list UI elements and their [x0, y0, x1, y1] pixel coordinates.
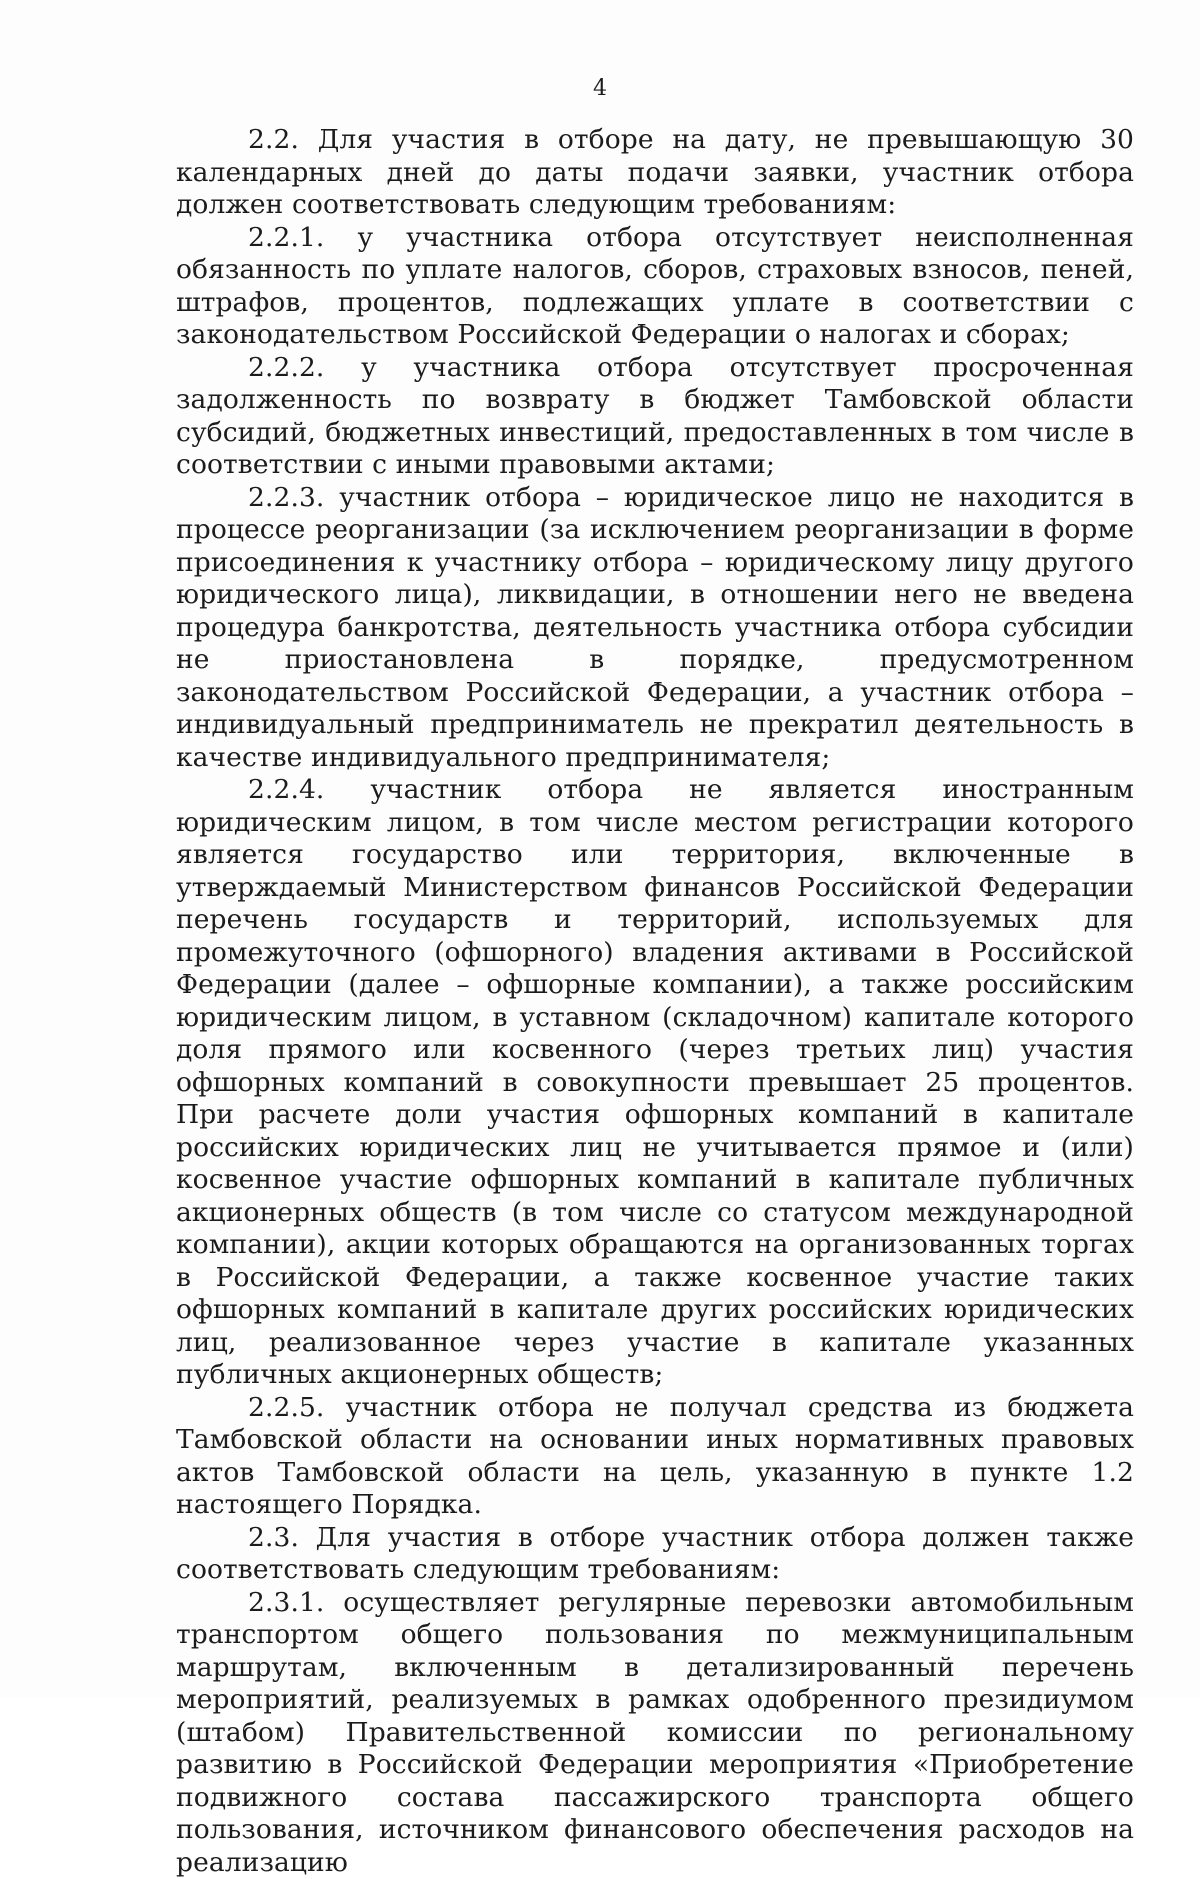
paragraph-2-2: 2.2. Для участия в отборе на дату, не превышающую 30 календарных дней до даты подачи заявки, участник отбора должен соответствовать следующим требованиям:: [176, 124, 1134, 222]
paragraph-2-2-5: 2.2.5. участник отбора не получал средства из бюджета Тамбовской области на основании иных нормативных правовых актов Тамбовской области на цель, указанную в пункте 1.2 настоящего Порядка.: [176, 1392, 1134, 1522]
paragraph-2-3: 2.3. Для участия в отборе участник отбора должен также соответствовать следующим требованиям:: [176, 1522, 1134, 1587]
paragraph-2-2-2: 2.2.2. у участника отбора отсутствует просроченная задолженность по возврату в бюджет Тамбовской области субсидий, бюджетных инвестиций, предоставленных в том числе в соответствии с иными правовыми актами;: [176, 352, 1134, 482]
document-body: [176, 124, 1134, 1879]
paragraph-2-2-1: 2.2.1. у участника отбора отсутствует неисполненная обязанность по уплате налогов, сборов, страховых взносов, пеней, штрафов, процентов, подлежащих уплате в соответствии с законодательством Российской Федерации о налогах и сборах;: [176, 222, 1134, 352]
page-number: 4: [0, 74, 1200, 104]
paragraph-2-2-3: 2.2.3. участник отбора – юридическое лицо не находится в процессе реорганизации (за исключением реорганизации в форме присоединения к участнику отбора – юридическому лицу другого юридического лица), ликвидации, в отношении него не введена процедура банкротства, деятельность участника отбора субсидии не приостановлена в порядке, предусмотренном законодательством Российской Федерации, а участник отбора – индивидуальный предприниматель не прекратил деятельность в качестве индивидуального предпринимателя;: [176, 482, 1134, 775]
paragraph-2-3-1: 2.3.1. осуществляет регулярные перевозки автомобильным транспортом общего пользования по межмуниципальным маршрутам, включенным в детализированный перечень мероприятий, реализуемых в рамках одобренного президиумом (штабом) Правительственной комиссии по региональному развитию в Российской Федерации мероприятия «Приобретение подвижного состава пассажирского транспорта общего пользования, источником финансового обеспечения расходов на реализацию: [176, 1587, 1134, 1879]
paragraph-2-2-4: 2.2.4. участник отбора не является иностранным юридическим лицом, в том числе местом регистрации которого является государство или территория, включенные в утверждаемый Министерством финансов Российской Федерации перечень государств и территорий, используемых для промежуточного (офшорного) владения активами в Российской Федерации (далее – офшорные компании), а также российским юридическим лицом, в уставном (складочном) капитале которого доля прямого или косвенного (через третьих лиц) участия офшорных компаний в совокупности превышает 25 процентов. При расчете доли участия офшорных компаний в капитале российских юридических лиц не учитывается прямое и (или) косвенное участие офшорных компаний в капитале публичных акционерных обществ (в том числе со статусом международной компании), акции которых обращаются на организованных торгах в Российской Федерации, а также косвенное участие таких офшорных компаний в капитале других российских юридических лиц, реализованное через участие в капитале указанных публичных акционерных обществ;: [176, 774, 1134, 1392]
